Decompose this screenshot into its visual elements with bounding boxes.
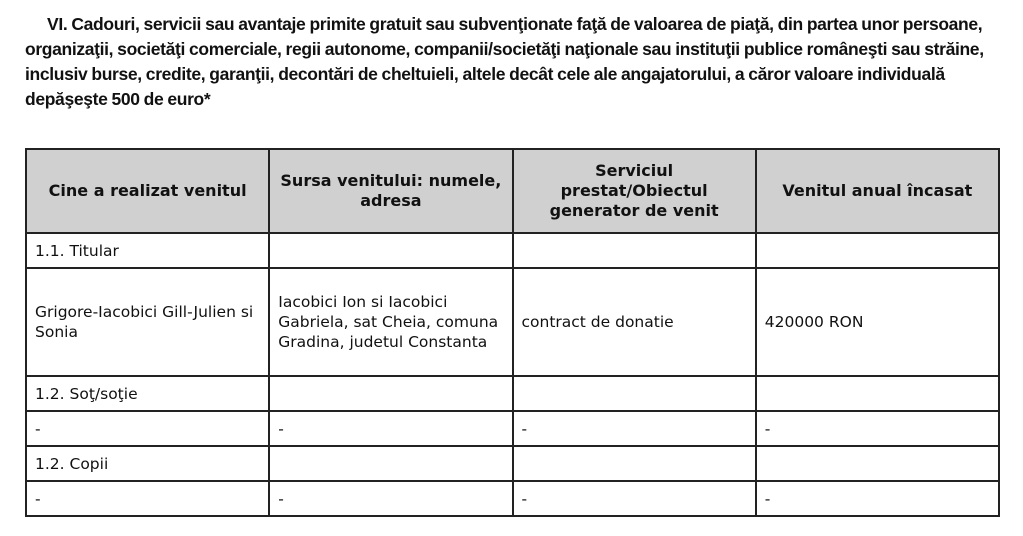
section-title-text: VI. Cadouri, servicii sau avantaje primite gratuit sau subvenţionate faţă de valoarea de piaţă, din partea unor persoane, organizaţii, societăţi comerciale, regii autonome, companii/societăţi naţionale sau instituţii publice româneşti sau străine, inclusiv burse, credite, garanţii, decontări de cheltuieli, altele decât cele ale angajatorului, a căror valoare individuală depăşeşte 500 de euro*: [25, 14, 984, 109]
table-row: [26, 481, 999, 516]
income-table: [25, 148, 1000, 517]
table-header-row: [26, 149, 999, 233]
table-cell: -: [513, 481, 756, 516]
table-row: [26, 233, 999, 268]
table-cell: -: [513, 411, 756, 446]
table-cell: [513, 446, 756, 481]
table-cell: 1.2. Copii: [26, 446, 269, 481]
table-cell: 1.2. Soţ/soţie: [26, 376, 269, 411]
table-cell: -: [26, 481, 269, 516]
table-row: [26, 446, 999, 481]
table-cell: -: [756, 411, 999, 446]
table-cell: [756, 233, 999, 268]
table-cell: [269, 233, 512, 268]
table-cell: Grigore-Iacobici Gill-Julien si Sonia: [26, 268, 269, 376]
table-cell: [269, 376, 512, 411]
table-cell: -: [269, 481, 512, 516]
header-cell: Sursa venitului: numele, adresa: [269, 149, 512, 233]
table-cell: 420000 RON: [756, 268, 999, 376]
table-cell: contract de donatie: [513, 268, 756, 376]
table-cell: [756, 446, 999, 481]
table-row: [26, 268, 999, 376]
table-cell: [269, 446, 512, 481]
table-cell: -: [26, 411, 269, 446]
table-row: [26, 411, 999, 446]
table-cell: [513, 376, 756, 411]
header-cell: Venitul anual încasat: [756, 149, 999, 233]
table-cell: [513, 233, 756, 268]
header-cell: Serviciul prestat/Obiectul generator de venit: [513, 149, 756, 233]
table-cell: -: [269, 411, 512, 446]
section-title: [25, 12, 1000, 112]
header-cell: Cine a realizat venitul: [26, 149, 269, 233]
table-row: [26, 376, 999, 411]
table-cell: 1.1. Titular: [26, 233, 269, 268]
table-cell: [756, 376, 999, 411]
table-cell: Iacobici Ion si Iacobici Gabriela, sat Cheia, comuna Gradina, judetul Constanta: [269, 268, 512, 376]
table-cell: -: [756, 481, 999, 516]
